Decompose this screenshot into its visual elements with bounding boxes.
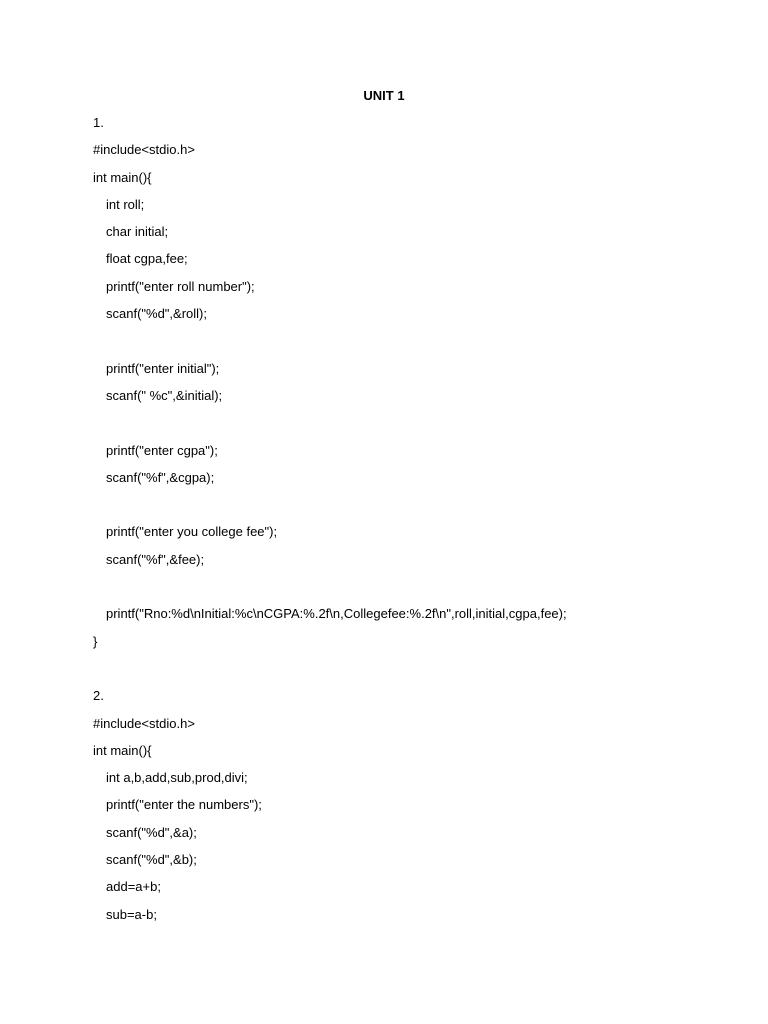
- code-line: add=a+b;: [106, 879, 161, 895]
- code-line: scanf("%d",&roll);: [106, 306, 207, 322]
- blank-line: [93, 577, 753, 604]
- code-line: #include<stdio.h>: [93, 715, 195, 731]
- code-line: scanf("%d",&a);: [106, 824, 197, 840]
- blank-line: [93, 659, 753, 686]
- code-line: float cgpa,fee;: [106, 251, 188, 267]
- code-line: printf("enter cgpa");: [106, 442, 218, 458]
- code-line: printf("Rno:%d\nInitial:%c\nCGPA:%.2f\n,Collegefee:%.2f\n",roll,initial,cgpa,fee);: [106, 606, 567, 622]
- blank-line: [93, 413, 753, 440]
- page-title: UNIT 1: [363, 88, 405, 103]
- code-line: scanf("%d",&b);: [106, 852, 197, 868]
- code-line: int main(){: [93, 169, 152, 185]
- blank-line: [93, 331, 753, 358]
- code-line: sub=a-b;: [106, 906, 157, 922]
- code-line: int a,b,add,sub,prod,divi;: [106, 770, 248, 786]
- code-line: int main(){: [93, 742, 152, 758]
- code-line: scanf("%f",&cgpa);: [106, 469, 215, 485]
- code-line: 2.: [93, 688, 104, 704]
- code-line: scanf("%f",&fee);: [106, 551, 205, 567]
- code-line: scanf(" %c",&initial);: [106, 387, 223, 403]
- code-line: int roll;: [106, 196, 145, 212]
- code-line: }: [93, 633, 98, 649]
- code-line: 1.: [93, 115, 104, 130]
- blank-line: [93, 495, 753, 522]
- code-line: printf("enter initial");: [106, 360, 220, 376]
- code-line: printf("enter you college fee");: [106, 524, 278, 540]
- code-listing: [93, 113, 753, 932]
- code-line: #include<stdio.h>: [93, 142, 195, 158]
- code-line: printf("enter the numbers");: [106, 797, 262, 813]
- code-line: char initial;: [106, 224, 169, 240]
- code-line: printf("enter roll number");: [106, 278, 255, 294]
